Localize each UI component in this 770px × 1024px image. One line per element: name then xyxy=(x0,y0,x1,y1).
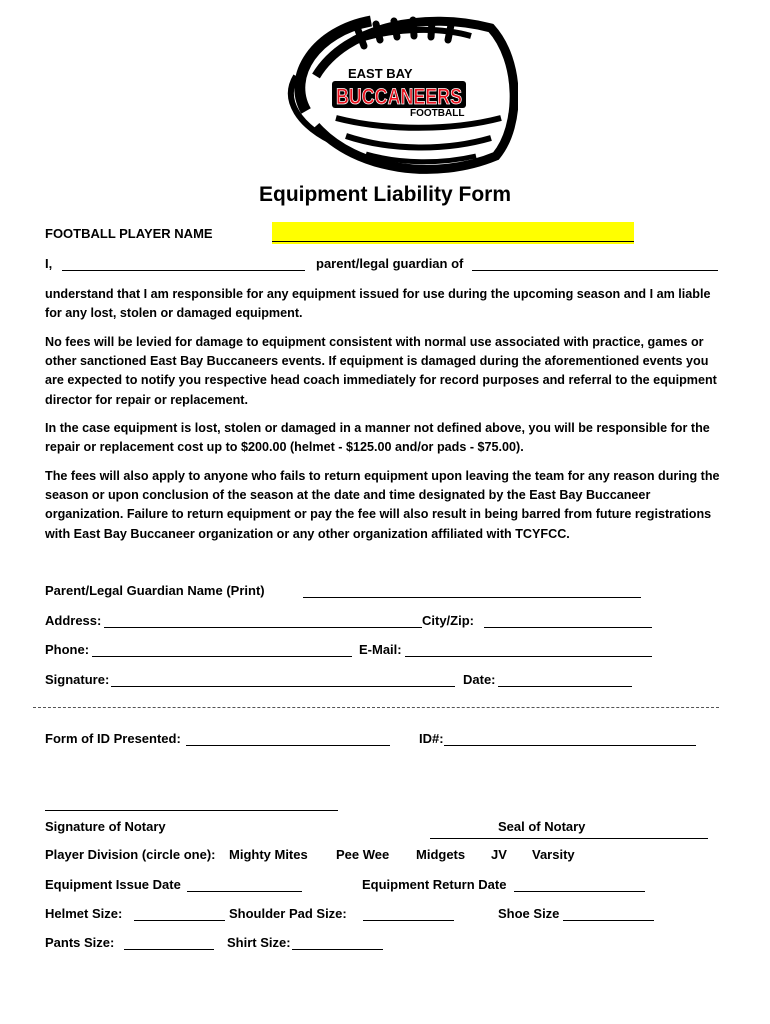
phone-label: Phone: xyxy=(45,642,90,657)
notary-signature-field[interactable] xyxy=(45,810,338,811)
division-pee-wee[interactable]: Pee Wee xyxy=(336,847,390,862)
guardian-prefix: I, xyxy=(45,256,53,271)
date-label: Date: xyxy=(463,672,496,687)
city-zip-field[interactable] xyxy=(484,627,652,628)
form-title: Equipment Liability Form xyxy=(258,183,511,206)
notary-seal-label: Seal of Notary xyxy=(498,819,586,834)
division-mighty-mites[interactable]: Mighty Mites xyxy=(229,847,308,862)
shoe-size-field[interactable] xyxy=(563,920,654,921)
id-number-field[interactable] xyxy=(444,745,696,746)
notary-signature-label: Signature of Notary xyxy=(45,819,166,834)
paragraph-lost-equipment: In the case equipment is lost, stolen or damaged in a manner not defined above, you will be responsible for the repair or replacement cost up to $200.00 (helmet - $125.00 and/or pads - $75.00). xyxy=(45,421,710,455)
paragraph-return-fees: The fees will also apply to anyone who fails to return equipment upon leaving the team for any reason during the season or upon conclusion of the season at the date and time designated by the East Bay Buccaneer organization. Failure to return equipment or pay the fee will also result in being barred from future registrations with East Bay Buccaneer organization or any other organization affiliated with TCYFCC. xyxy=(45,469,720,541)
city-zip-label: City/Zip: xyxy=(422,613,474,628)
signature-label: Signature: xyxy=(45,672,110,687)
logo-line-football: FOOTBALL xyxy=(410,108,465,119)
shoe-size-label: Shoe Size xyxy=(498,906,560,921)
id-number-label: ID#: xyxy=(419,731,444,746)
date-field[interactable] xyxy=(498,686,632,687)
pants-size-field[interactable] xyxy=(124,949,214,950)
email-field[interactable] xyxy=(405,656,652,657)
helmet-size-field[interactable] xyxy=(134,920,225,921)
shoulder-pad-size-label: Shoulder Pad Size: xyxy=(229,906,347,921)
form-of-id-label: Form of ID Presented: xyxy=(45,731,181,746)
shirt-size-label: Shirt Size: xyxy=(227,935,291,950)
shirt-size-field[interactable] xyxy=(292,949,383,950)
division-jv[interactable]: JV xyxy=(491,847,507,862)
phone-field[interactable] xyxy=(92,656,352,657)
pants-size-label: Pants Size: xyxy=(45,935,115,950)
team-logo xyxy=(276,6,518,178)
division-label: Player Division (circle one): xyxy=(45,847,216,862)
email-label: E-Mail: xyxy=(359,642,402,657)
guardian-name-field[interactable] xyxy=(62,270,305,271)
form-of-id-field[interactable] xyxy=(186,745,390,746)
paragraph-responsibility: understand that I am responsible for any equipment issued for use during the upcoming season and I am liable for any lost, stolen or damaged equipment. xyxy=(45,287,711,321)
issue-date-label: Equipment Issue Date xyxy=(45,877,181,892)
section-divider xyxy=(33,707,719,708)
division-varsity[interactable]: Varsity xyxy=(532,847,575,862)
guardian-print-field[interactable] xyxy=(303,597,641,598)
guardian-print-label: Parent/Legal Guardian Name (Print) xyxy=(45,583,265,598)
return-date-label: Equipment Return Date xyxy=(362,877,507,892)
signature-field[interactable] xyxy=(111,686,455,687)
player-name-label: FOOTBALL PLAYER NAME xyxy=(45,226,213,241)
child-name-field[interactable] xyxy=(472,270,718,271)
issue-date-field[interactable] xyxy=(187,891,302,892)
division-midgets[interactable]: Midgets xyxy=(416,847,466,862)
logo-line-east-bay: EAST BAY xyxy=(348,66,413,81)
address-field[interactable] xyxy=(104,627,422,628)
helmet-size-label: Helmet Size: xyxy=(45,906,123,921)
paragraph-damage: No fees will be levied for damage to equipment consistent with normal use associated with practice, games or other sanctioned East Bay Buccaneers events. If equipment is damaged during the aforementioned events you are expected to notify you respective head coach immediately for record purposes and referral to the equipment director for repair or replacement. xyxy=(45,335,717,407)
logo-line-buccaneers: BUCCANEERS xyxy=(336,84,462,109)
notary-seal-line xyxy=(430,838,708,839)
player-name-underline xyxy=(272,241,634,242)
guardian-of-label: parent/legal guardian of xyxy=(316,256,464,271)
address-label: Address: xyxy=(45,613,102,628)
shoulder-pad-size-field[interactable] xyxy=(363,920,454,921)
return-date-field[interactable] xyxy=(514,891,645,892)
